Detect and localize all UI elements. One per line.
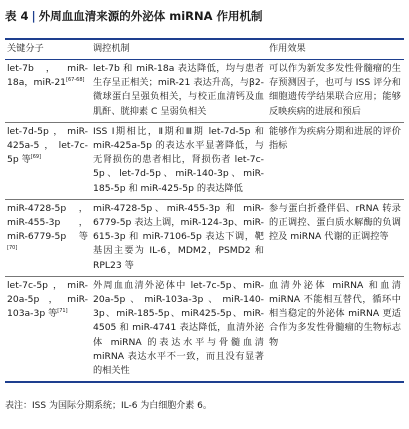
table-row [5, 199, 404, 276]
molecule-text: let-7b，miR-18a，miR-21 [7, 63, 88, 89]
effect-cell: 参与蛋白折叠伴侣、rRNA 转录的正调控、蛋白质水解酶的负调控及 miRNA 代谢的正调控等 [269, 202, 401, 243]
header-effect: 作用效果 [269, 42, 306, 54]
molecule-text: let-7c-5p，miR-20a-5p，miR-103a-3p 等 [7, 279, 88, 320]
mechanism-cell: let-7b 和 miR-18a 表达降低，均与患者生存呈正相关；miR-21 表达升高，与β2- 微球蛋白呈强负相关，与校正血清钙及血肌酐、胱抑素 C 呈弱负相关 [93, 63, 264, 117]
effect-cell: 血清外泌体 miRNA 和血清 miRNA 不能相互替代，循环中相当稳定的外泌体 miRNA 更适合作为多发性骨髓瘤的生物标志物 [269, 279, 401, 348]
mechanism-cell: miR-4728-5p、miR-455-3p 和 miR-6779-5p 表达上调，miR-124-3p、miR-615-3p 和 miR-7106-5p 表达下调，靶基因主要为 IL-6，MDM2，PSMD2 和 RPL23 等 [93, 202, 264, 271]
reference-mark: [69] [30, 154, 42, 161]
title-separator: | [31, 9, 36, 23]
table-caption: 外周血血清来源的外泌体 miRNA 作用机制 [38, 9, 263, 23]
table-header [5, 39, 404, 60]
mirna-table [5, 38, 404, 383]
molecule-cell [5, 60, 91, 123]
molecule-cell [5, 276, 91, 382]
reference-mark: [71] [57, 308, 68, 315]
mechanism-cell: 外周血血清外泌体中 let-7c-5p、miR-20a-5p、miR-103a-3p、miR-140-3p、miR-185-5p、miR425-5p、miR-4505 和 miR-4741 表达降低，血清外泌体 miRNA 的表达水平与骨髓血清 miRNA 表达水平不一致，而且没有显著的相关性 [93, 279, 264, 377]
table-note: 表注：ISS 为国际分期系统；IL-6 为白细胞介素 6。 [5, 401, 212, 411]
effect-cell: 可以作为新发多发性骨髓瘤的生存预测因子，也可与 ISS 评分和细胞遗传学结果联合应用；能够反映疾病的进展和预后 [269, 63, 401, 117]
reference-mark: [67-68] [66, 77, 85, 84]
header-mechanism: 调控机制 [93, 42, 130, 54]
effect-cell: 能够作为疾病分期和进展的评价指标 [269, 125, 401, 152]
header-molecule: 关键分子 [7, 42, 44, 54]
molecule-text: miR-4728-5p，miR-455-3p，miR-6779-5p 等 [7, 202, 88, 243]
table-row [5, 60, 404, 123]
reference-mark: [70] [7, 245, 18, 252]
molecule-cell [5, 199, 91, 276]
table-body [5, 60, 404, 383]
table-row [5, 122, 404, 199]
molecule-cell [5, 122, 91, 199]
table-row [5, 276, 404, 382]
molecule-text: let-7d-5p，miR-425a-5，let-7c-5p 等 [7, 125, 88, 166]
table-title [5, 5, 405, 27]
mechanism-cell: ISS Ⅰ期相比，Ⅱ期和Ⅲ期 let-7d-5p 和 miR-425a-5p 的表达水平显著降低，与无肾损伤的患者相比，肾损伤者 let-7c-5p、let-7d-5p、miR-140-3p、miR-185-5p 和 miR-425-5p 的表达降低 [93, 125, 264, 194]
header-row [5, 39, 404, 60]
table-label: 表 4 [5, 9, 29, 23]
